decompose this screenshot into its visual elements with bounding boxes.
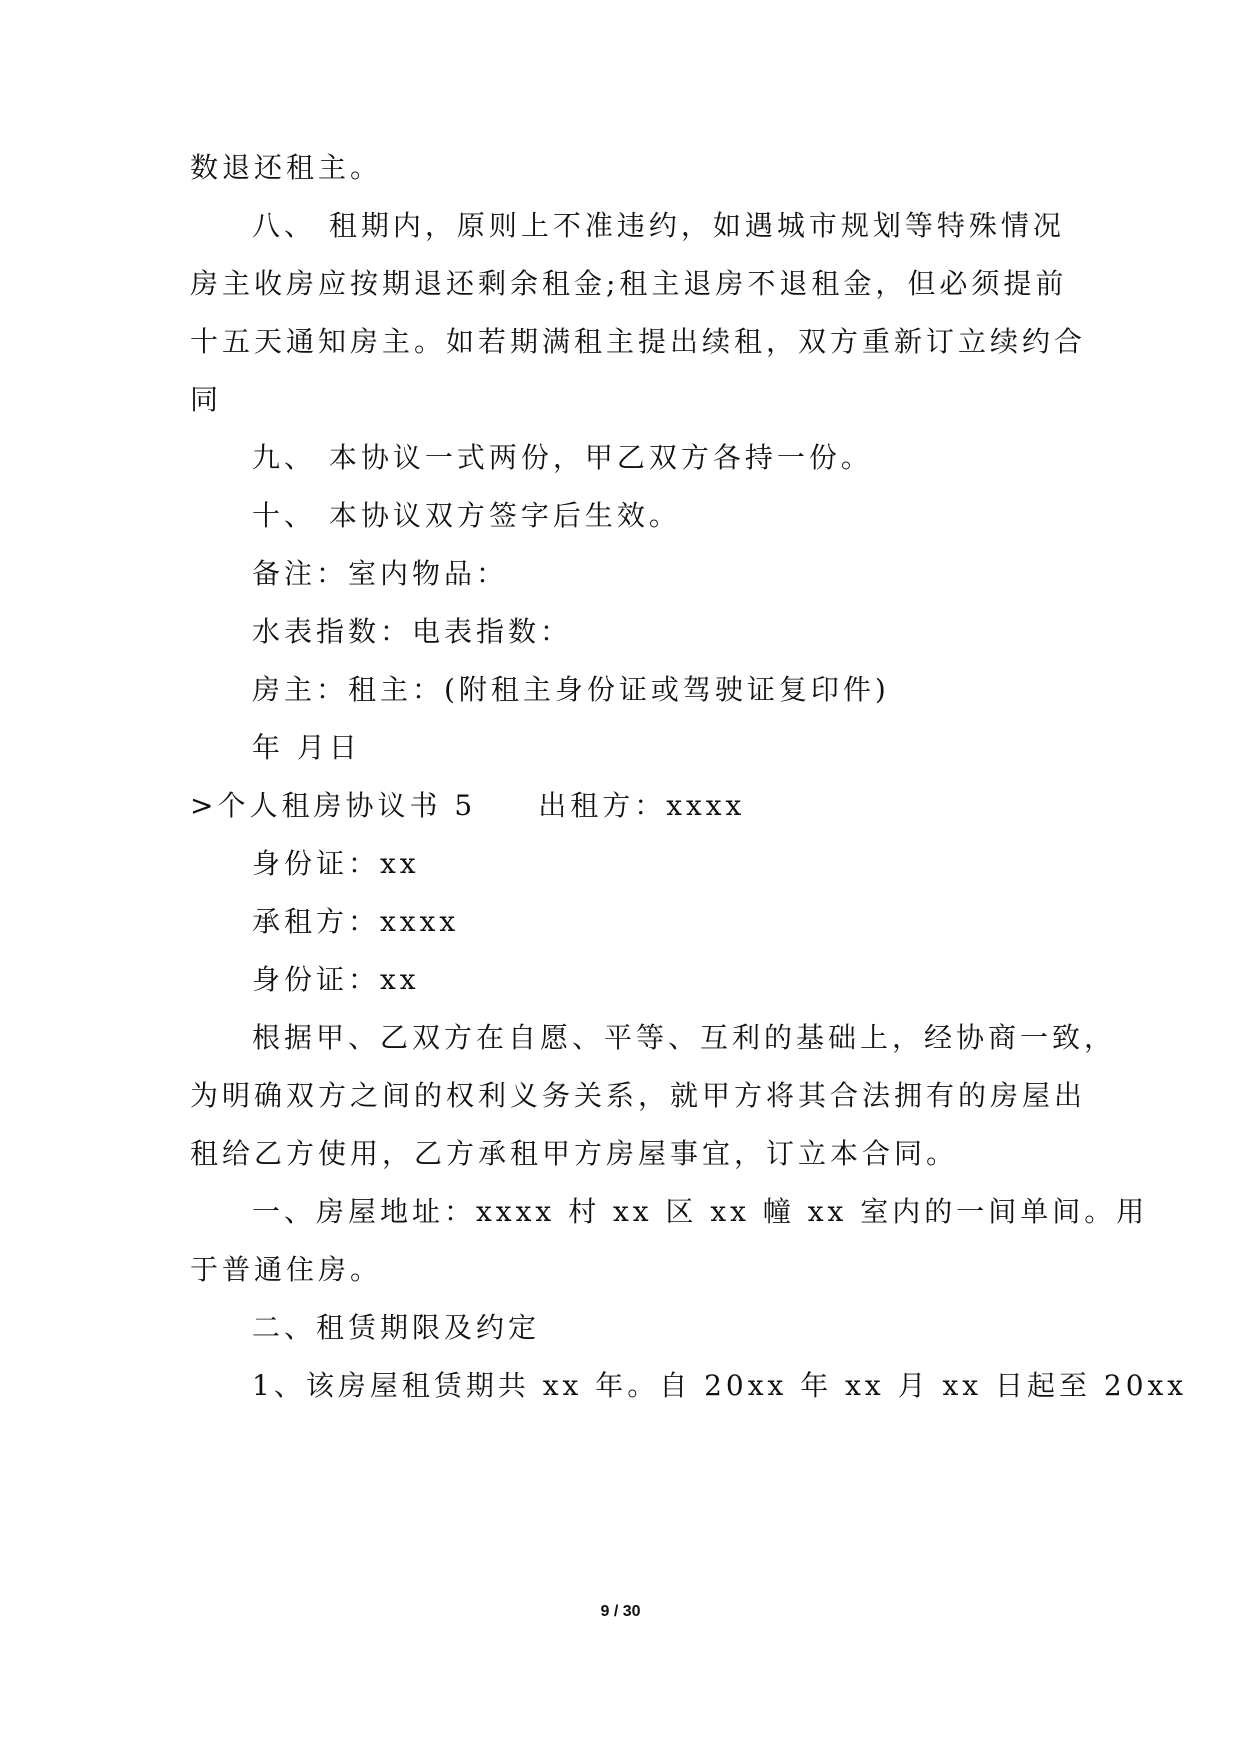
- text-line-13: 身份证：xx: [252, 847, 420, 880]
- text-line-16: 根据甲、乙双方在自愿、平等、互利的基础上，经协商一致，: [252, 1021, 1117, 1054]
- text-line-10: 房主：租主：(附租主身份证或驾驶证复印件): [252, 673, 890, 706]
- text-line-15: 身份证：xx: [252, 963, 420, 996]
- text-line-7: 十、 本协议双方签字后生效。: [252, 499, 681, 532]
- text-line-22: 1、该房屋租赁期共 xx 年。自 20xx 年 xx 月 xx 日起至 20xx: [252, 1369, 1188, 1402]
- text-line-18: 租给乙方使用，乙方承租甲方房屋事宜，订立本合同。: [190, 1137, 959, 1170]
- text-line-5: 同: [190, 383, 223, 416]
- lessor-label: 出租方：xxxx: [538, 789, 746, 822]
- text-line-4: 十五天通知房主。如若期满租主提出续租，双方重新订立续约合: [190, 325, 1087, 358]
- text-line-11: 年 月日: [252, 731, 361, 764]
- text-line-2: 八、 租期内，原则上不准违约，如遇城市规划等特殊情况: [252, 209, 1065, 242]
- page-number: 9 / 30: [600, 1603, 641, 1620]
- text-line-1: 数退还租主。: [190, 151, 383, 184]
- text-line-12: [190, 788, 1050, 824]
- agreement-heading: >个人租房协议书 5: [190, 789, 477, 822]
- text-line-20: 于普通住房。: [190, 1253, 383, 1286]
- text-line-8: 备注：室内物品：: [252, 557, 509, 590]
- text-line-14: 承租方：xxxx: [252, 905, 460, 938]
- text-line-19: 一、房屋地址：xxxx 村 xx 区 xx 幢 xx 室内的一间单间。用: [252, 1195, 1149, 1228]
- text-line-21: 二、租赁期限及约定: [252, 1311, 541, 1344]
- text-line-9: 水表指数：电表指数：: [252, 615, 573, 648]
- text-line-3: 房主收房应按期退还剩余租金;租主退房不退租金，但必须提前: [190, 267, 1068, 300]
- text-line-6: 九、 本协议一式两份，甲乙双方各持一份。: [252, 441, 873, 474]
- text-line-17: 为明确双方之间的权利义务关系，就甲方将其合法拥有的房屋出: [190, 1079, 1087, 1112]
